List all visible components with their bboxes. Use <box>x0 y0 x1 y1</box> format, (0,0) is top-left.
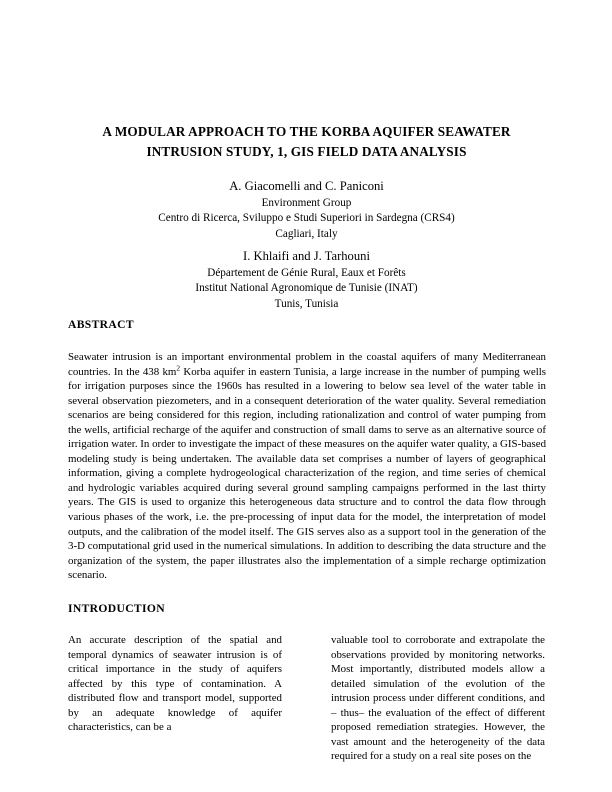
affiliation-2-line-3: Tunis, Tunisia <box>274 297 339 310</box>
abstract-superscript: 2 <box>176 362 181 372</box>
affiliation-1-line-3: Cagliari, Italy <box>275 227 338 240</box>
title-line-2: INTRUSION STUDY, 1, GIS FIELD DATA ANALYSIS <box>146 143 467 159</box>
abstract-text-part-1: Seawater intrusion is an important environmental problem in the coastal aquifers of many Mediterranean countries. In the 438 km <box>68 351 546 378</box>
introduction-column-left <box>68 633 282 735</box>
author-names-2: I. Khlaifi and J. Tarhouni <box>243 249 370 263</box>
introduction-column-right <box>331 633 545 764</box>
author-group-1 <box>68 178 545 242</box>
affiliation-2-line-1: Département de Génie Rural, Eaux et Forêts <box>207 267 406 279</box>
abstract-paragraph <box>68 350 546 583</box>
author-group-2 <box>68 248 545 312</box>
affiliation-1-line-2: Centro di Ricerca, Sviluppo e Studi Superiori in Sardegna (CRS4) <box>158 212 455 225</box>
introduction-heading: INTRODUCTION <box>68 602 165 615</box>
affiliation-2-line-2: Institut National Agronomique de Tunisie (INAT) <box>195 282 418 295</box>
title-line-1: A MODULAR APPROACH TO THE KORBA AQUIFER SEAWATER <box>102 124 511 139</box>
author-names-1: A. Giacomelli and C. Paniconi <box>229 179 384 193</box>
introduction-left-paragraph: An accurate description of the spatial and temporal dynamics of seawater intrusion is of critical importance in the study of aquifers affected by this type of contamination. A distributed flow and transport model, supported by an adequate knowledge of aquifer characteristics, can be a <box>68 634 282 734</box>
abstract-body <box>68 350 546 583</box>
paper-title <box>68 122 545 161</box>
introduction-right-paragraph: valuable tool to corroborate and extrapolate the observations provided by monitoring networks. Most importantly, distributed models allow a detailed simulation of the evolution of the intrusion process under different conditions, and – thus– the evaluation of the effect of different proposed remediation strategies. However, the vast amount and the heterogeneity of the data required for a study on a real site poses on the <box>331 634 545 763</box>
abstract-heading: ABSTRACT <box>68 318 134 331</box>
affiliation-1-line-1: Environment Group <box>261 197 352 209</box>
abstract-text-part-2: Korba aquifer in eastern Tunisia, a large increase in the number of pumping wells for irrigation purposes since the 1960s has resulted in a lowering to below sea level of the water table in several observation piezometers, and in a consequent deterioration of the water quality. Several remediation scenarios are being considered for this region, including rationalization and control of water pumping from the wells, artificial recharge of the aquifer and construction of small dams to serve as an alternative source of irrigation water. In order to investigate the impact of these measures on the aquifer water quality, a GIS-based modeling study is being undertaken. The available data set comprises a number of layers of geographical information, giving a complete hydrogeological characterization of the region, and time series of chemical and hydrologic variables acquired during several ground sampling campaigns performed in the last thirty years. The GIS is used to organize this heterogeneous data structure and to control the data flow through various phases of the work, i.e. the pre-processing of input data for the model, the interpretation of model outputs, and the calibration of the model itself. The GIS serves also as a support tool in the generation of the 3-D computational grid used in the numerical simulations. In addition to describing the data structure and the organization of the system, the paper illustrates also the implementation of a simple recharge optimization scenario. <box>68 365 547 582</box>
